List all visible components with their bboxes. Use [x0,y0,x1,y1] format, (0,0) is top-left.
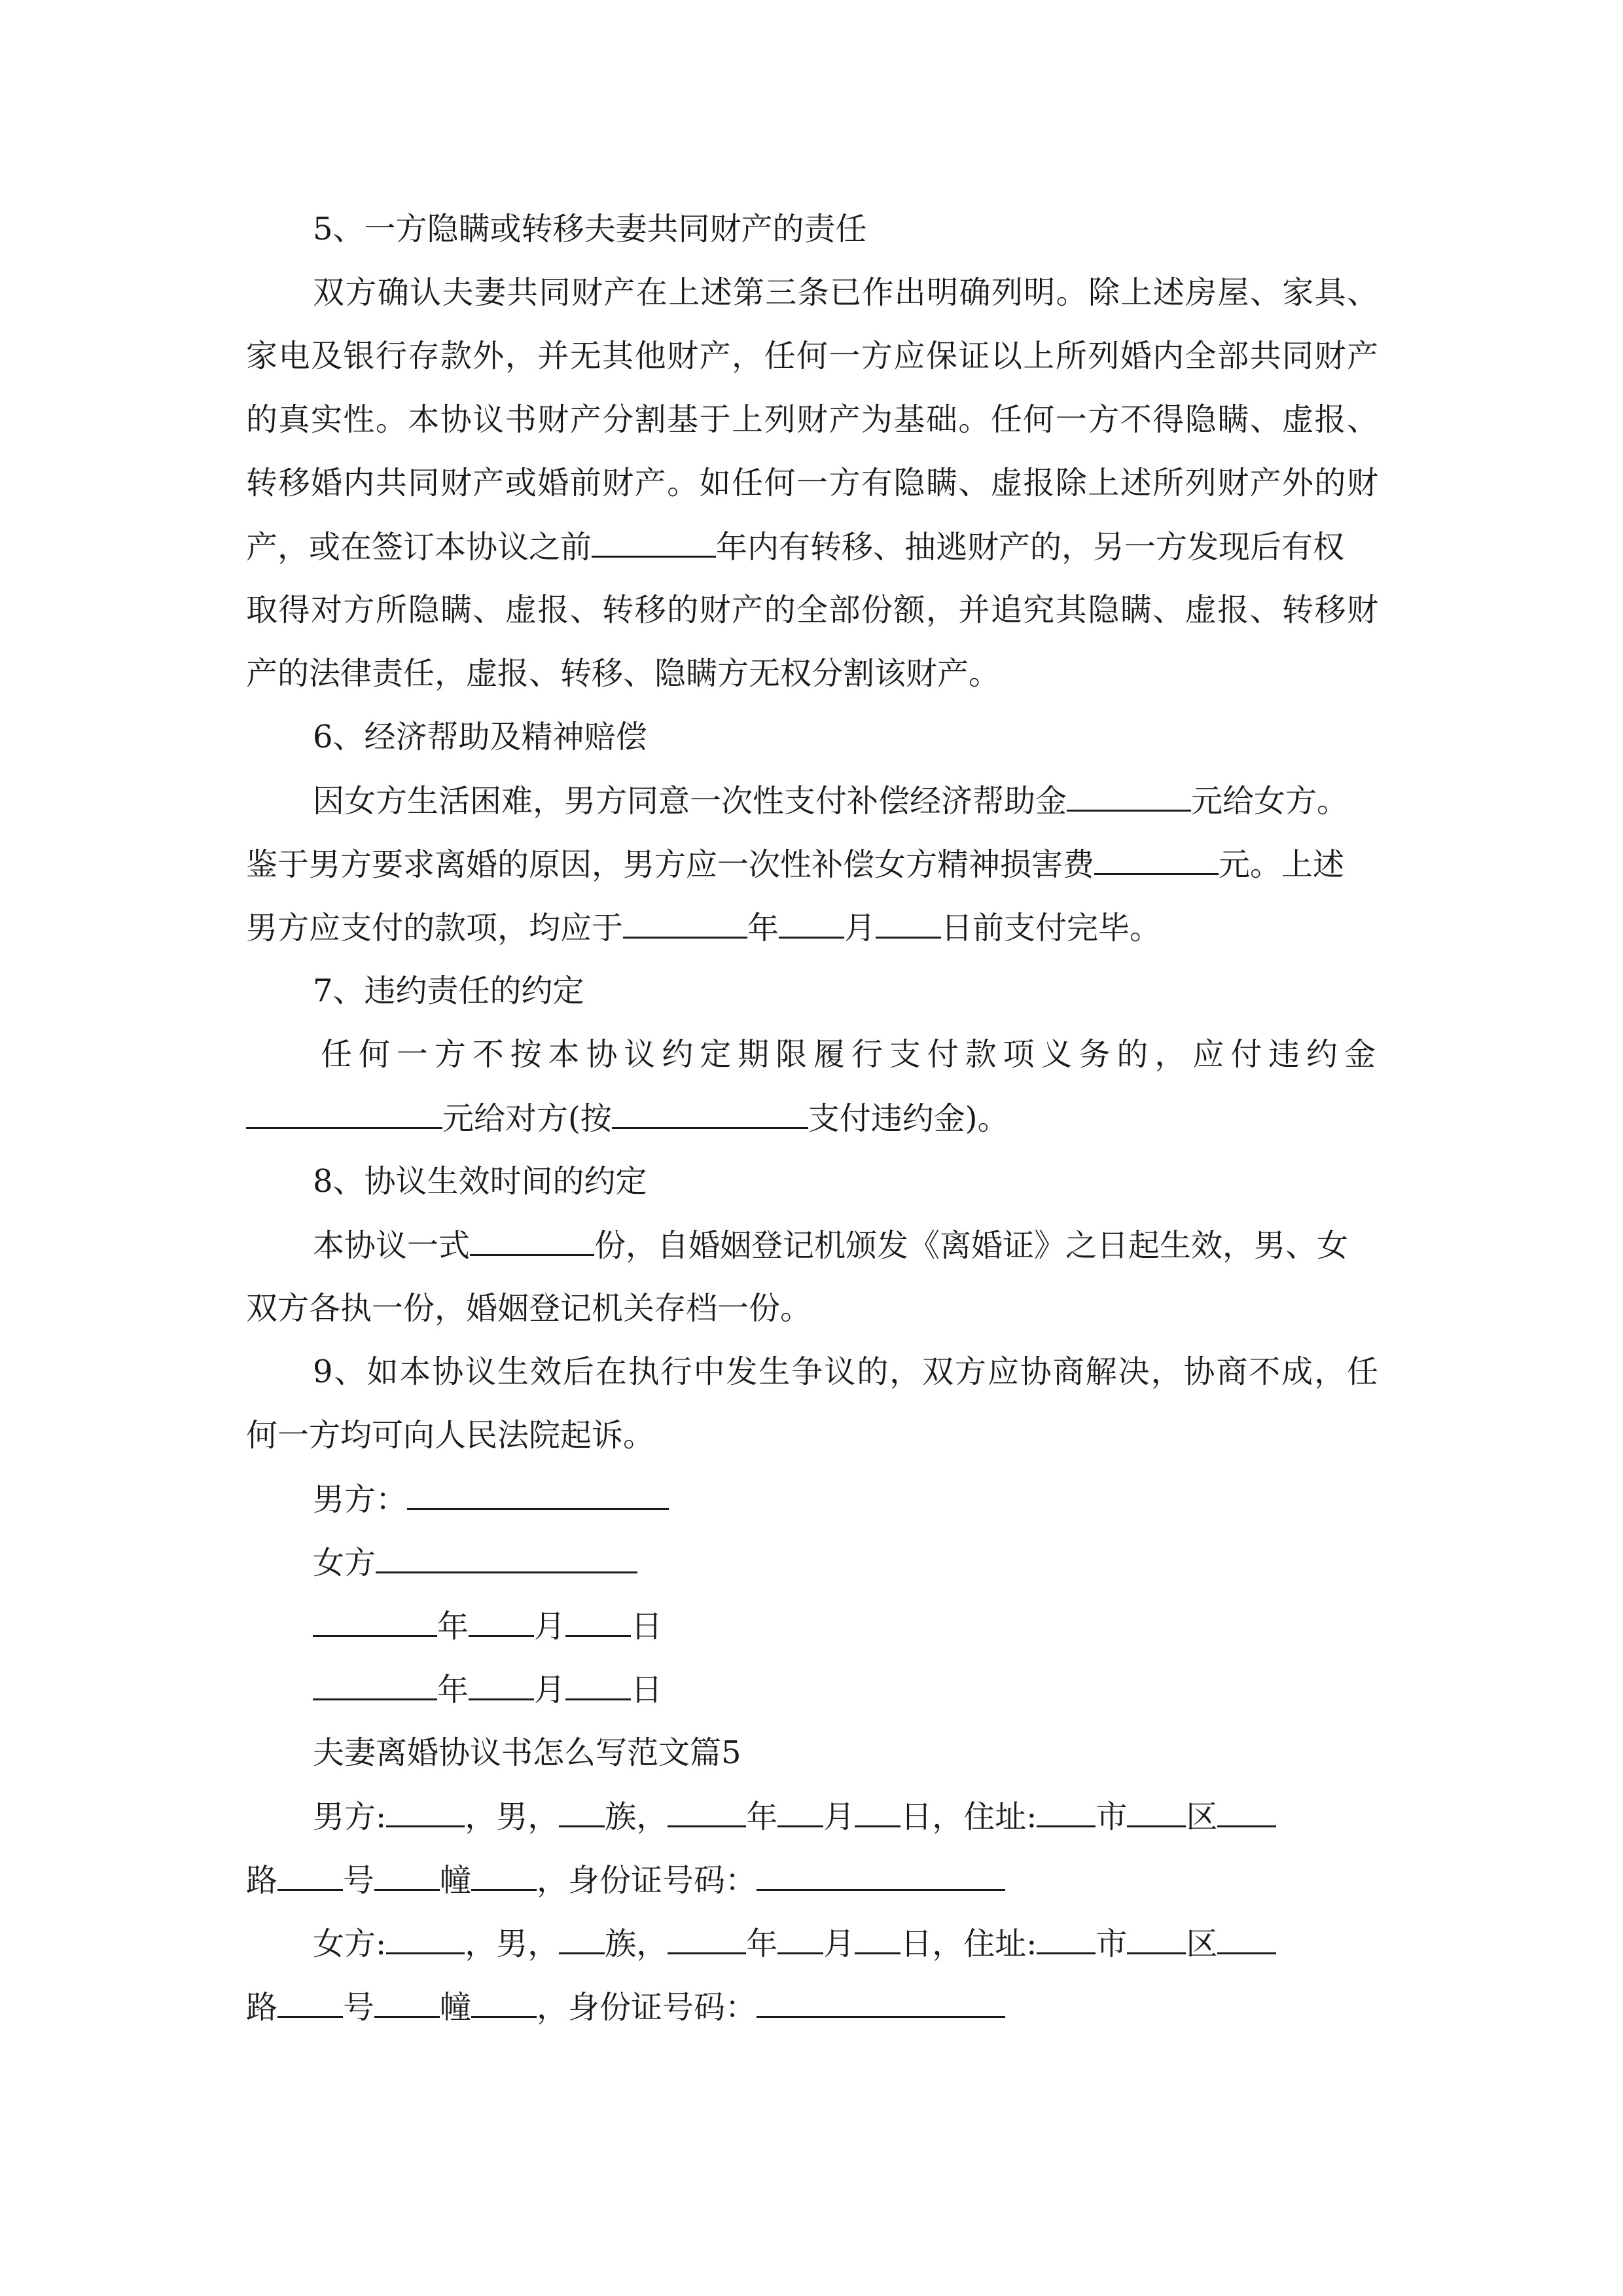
text-segment: 日 [631,1608,663,1645]
text-segment: 男方: [313,1799,387,1835]
fill-blank [777,1797,823,1827]
article-title: 夫妻离婚协议书怎么写范文篇5 [313,1734,741,1771]
form-line-female [313,1924,1378,1963]
text-segment: 女方 [313,1545,376,1581]
section-9-line: 9、如本协议生效后在执行中发生争议的，双方应协商解决，协商不成，任 [313,1354,1378,1390]
fill-blank [470,1225,594,1256]
text-segment: 号 [343,1989,375,2026]
fill-blank [777,1924,823,1954]
fill-blank [668,1797,746,1827]
paragraph-line [313,1225,1378,1265]
fill-blank [469,1670,534,1700]
paragraph-line: 转移婚内共同财产或婚前财产。如任何一方有隐瞒、虚报除上述所列财产外的财 [246,465,1378,501]
text-segment: ，身份证号码： [537,1989,757,2026]
text-segment: 年 [746,1799,778,1835]
text-segment: 月 [534,1672,566,1708]
fill-blank [612,1098,808,1129]
fill-blank [1217,1797,1276,1827]
form-line-male [313,1797,1378,1836]
text-segment: 男方应支付的款项，均应于 [246,910,624,946]
text-segment: 年 [437,1672,469,1708]
fill-blank [1127,1797,1186,1827]
text-segment: 元给女方。 [1191,783,1349,819]
fill-blank [1037,1797,1096,1827]
text-segment: ，身份证号码： [537,1862,757,1899]
fill-blank [757,1987,1005,2018]
fill-blank [1067,781,1191,812]
text-segment: 区 [1186,1799,1218,1835]
text-segment: 男方： [313,1481,408,1518]
text-segment: 号 [343,1862,375,1899]
fill-blank [469,1606,534,1637]
fill-blank [313,1606,437,1637]
paragraph-line: 取得对方所隐瞒、虚报、转移的财产的全部份额，并追究其隐瞒、虚报、转移财 [246,592,1378,628]
fill-blank [277,1860,343,1891]
text-segment: 元。上述 [1219,846,1345,883]
paragraph-line: 产的法律责任，虚报、转移、隐瞒方无权分割该财产。 [246,655,1001,692]
fill-blank [386,1924,465,1954]
text-segment: 日，住址: [901,1799,1037,1835]
fill-blank [1094,844,1219,875]
paragraph-line: 任何一方不按本协议约定期限履行支付款项义务的，应付违约金 [321,1036,1378,1073]
fill-blank [855,1797,901,1827]
signature-date [313,1606,1378,1645]
text-segment: 市 [1096,1799,1128,1835]
text-segment: 日 [631,1672,663,1708]
text-segment: 幢 [440,1989,472,2026]
section-8-heading: 8、协议生效时间的约定 [313,1163,647,1200]
fill-blank [876,908,941,939]
paragraph-line: 何一方均可向人民法院起诉。 [246,1417,655,1454]
text-segment: 月 [534,1608,566,1645]
fill-blank [1217,1924,1276,1954]
fill-blank [471,1987,537,2018]
text-segment: ，男， [465,1926,560,1962]
text-segment: 鉴于男方要求离婚的原因，男方应一次性补偿女方精神损害费 [246,846,1095,883]
text-segment: 月 [844,910,876,946]
text-segment: 月 [823,1799,855,1835]
paragraph-line [246,527,1378,566]
text-segment: 区 [1186,1926,1218,1962]
fill-blank [407,1479,669,1510]
fill-blank [559,1924,605,1954]
fill-blank [471,1860,537,1891]
text-segment: 族， [605,1799,668,1835]
text-segment: 年 [437,1608,469,1645]
paragraph-line [246,1098,1378,1138]
fill-blank [246,1098,442,1129]
text-segment: 产，或在签订本协议之前 [246,529,592,565]
signature-male [313,1479,1378,1518]
text-segment: 因女方生活困难，男方同意一次性支付补偿经济帮助金 [313,783,1067,819]
text-segment: 元给对方(按 [442,1100,612,1137]
fill-blank [559,1797,605,1827]
paragraph-line [313,781,1378,820]
text-segment: 份，自婚姻登记机颁发《离婚证》之日起生效，男、女 [594,1227,1349,1264]
fill-blank [623,908,747,939]
paragraph-line [246,908,1378,947]
text-segment: 市 [1096,1926,1128,1962]
fill-blank [565,1606,631,1637]
fill-blank [668,1924,746,1954]
section-7-heading: 7、违约责任的约定 [313,973,584,1009]
text-segment: 族， [605,1926,668,1962]
form-line-male-address [246,1860,1378,1899]
paragraph-line: 双方确认夫妻共同财产在上述第三条已作出明确列明。除上述房屋、家具、 [313,274,1378,311]
signature-female [313,1543,1378,1582]
fill-blank [374,1987,440,2018]
paragraph-line: 的真实性。本协议书财产分割基于上列财产为基础。任何一方不得隐瞒、虚报、 [246,401,1378,438]
text-segment: 日前支付完毕。 [941,910,1162,946]
text-segment: 年 [746,1926,778,1962]
paragraph-line [246,844,1378,884]
fill-blank [376,1543,637,1573]
section-6-heading: 6、经济帮助及精神赔偿 [313,719,647,755]
fill-blank [1037,1924,1096,1954]
text-segment: ，男， [465,1799,560,1835]
fill-blank [386,1797,465,1827]
paragraph-line: 家电及银行存款外，并无其他财产，任何一方应保证以上所列婚内全部共同财产 [246,338,1378,374]
fill-blank [374,1860,440,1891]
text-segment: 年内有转移、抽逃财产的，另一方发现后有权 [716,529,1345,565]
text-segment: 女方: [313,1926,387,1962]
text-segment: 幢 [440,1862,472,1899]
signature-date [313,1670,1378,1709]
fill-blank [592,527,716,558]
text-segment: 月 [823,1926,855,1962]
text-segment: 日，住址: [901,1926,1037,1962]
text-segment: 本协议一式 [313,1227,471,1264]
fill-blank [757,1860,1005,1891]
form-line-female-address [246,1987,1378,2026]
text-segment: 路 [246,1862,278,1899]
fill-blank [277,1987,343,2018]
text-segment: 支付违约金)。 [808,1100,1009,1137]
text-segment: 年 [747,910,779,946]
fill-blank [313,1670,437,1700]
fill-blank [779,908,844,939]
text-segment: 路 [246,1989,278,2026]
fill-blank [1127,1924,1186,1954]
paragraph-line: 双方各执一份，婚姻登记机关存档一份。 [246,1290,812,1327]
fill-blank [855,1924,901,1954]
section-5-heading: 5、一方隐瞒或转移夫妻共同财产的责任 [313,211,867,247]
fill-blank [565,1670,631,1700]
